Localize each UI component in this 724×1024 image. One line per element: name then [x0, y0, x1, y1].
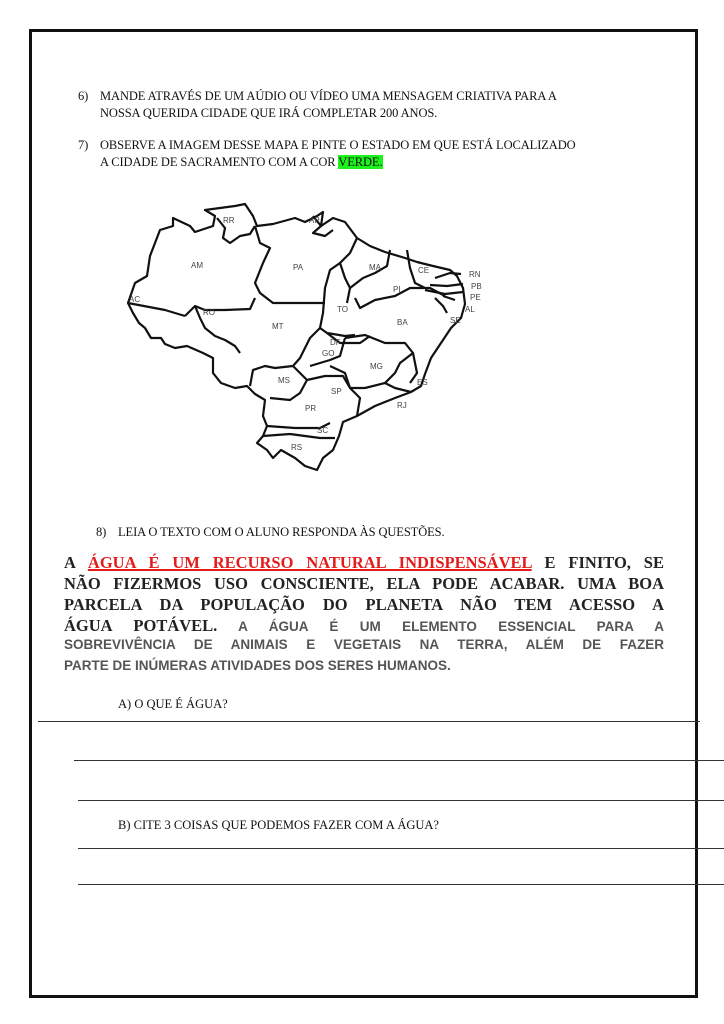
state-label: DF — [330, 338, 341, 347]
state-label: SE — [450, 316, 461, 325]
answer-line[interactable] — [74, 760, 724, 761]
question-8 — [96, 524, 656, 541]
reading-text — [64, 553, 664, 679]
text-line-6: PARTE DE INÚMERAS ATIVIDADES DOS SERES HUMANOS. — [64, 658, 451, 673]
question-6 — [78, 88, 678, 122]
state-label: MA — [369, 263, 381, 272]
text-segment: A ÁGUA É UM ELEMENTO ESSENCIAL PARA A — [217, 619, 664, 634]
brazil-map — [95, 188, 495, 483]
state-label: RJ — [397, 401, 407, 410]
question-text-line1: MANDE ATRAVÉS DE UM AÚDIO OU VÍDEO UMA MENSAGEM CRIATIVA PARA A — [100, 89, 557, 103]
answer-line[interactable] — [78, 848, 724, 849]
text-line-3: PARCELA DA POPULAÇÃO DO PLANETA NÃO TEM ACESSO A — [64, 595, 664, 614]
state-label: MG — [370, 362, 383, 371]
answer-line[interactable] — [78, 800, 724, 801]
state-label: SC — [317, 426, 329, 435]
state-label: CE — [418, 266, 430, 275]
question-number: 8) — [96, 525, 107, 539]
state-label: PI — [393, 285, 401, 294]
text-line-5: SOBREVIVÊNCIA DE ANIMAIS E VEGETAIS NA TERRA, ALÉM DE FAZER — [64, 637, 664, 652]
text-line-4 — [64, 616, 664, 637]
state-label: AL — [465, 305, 475, 314]
highlighted-color-word: VERDE. — [338, 155, 383, 169]
question-text-line1: OBSERVE A IMAGEM DESSE MAPA E PINTE O ESTADO EM QUE ESTÁ LOCALIZADO — [100, 138, 576, 152]
sub-question-b: B) CITE 3 COISAS QUE PODEMOS FAZER COM A ÁGUA? — [118, 818, 439, 832]
question-text: LEIA O TEXTO COM O ALUNO RESPONDA ÀS QUESTÕES. — [118, 525, 445, 539]
question-number: 7) — [78, 138, 89, 152]
state-label: PR — [305, 404, 317, 413]
question-7 — [78, 137, 688, 171]
question-text-line2: A CIDADE DE SACRAMENTO COM A COR — [100, 155, 339, 169]
text-segment: A — [64, 553, 88, 572]
text-line-1 — [64, 553, 664, 574]
brazil-map-svg — [95, 188, 495, 483]
state-label: ES — [417, 378, 428, 387]
state-label: GO — [322, 349, 335, 358]
state-label: MS — [278, 376, 290, 385]
state-label: RN — [469, 270, 481, 279]
state-label: PB — [471, 282, 482, 291]
state-label: RS — [291, 443, 303, 452]
state-label: BA — [397, 318, 408, 327]
state-label: MT — [272, 322, 284, 331]
state-label: SP — [331, 387, 342, 396]
emphasized-phrase: ÁGUA É UM RECURSO NATURAL INDISPENSÁVEL — [87, 553, 532, 572]
question-text-line2: NOSSA QUERIDA CIDADE QUE IRÁ COMPLETAR 200 ANOS. — [100, 106, 438, 120]
state-label: TO — [337, 305, 348, 314]
state-label: AC — [129, 295, 141, 304]
page-border — [29, 29, 698, 998]
text-segment: ÁGUA POTÁVEL. — [64, 616, 218, 635]
map-outline — [128, 204, 465, 470]
state-label: RR — [223, 216, 235, 225]
state-label: AP — [309, 216, 320, 225]
text-segment: E FINITO, SE — [531, 553, 664, 572]
answer-line[interactable] — [38, 721, 700, 722]
state-label: AM — [191, 261, 203, 270]
question-number: 6) — [78, 89, 89, 103]
state-label: PA — [293, 263, 304, 272]
sub-question-a: A) O QUE É ÁGUA? — [118, 697, 228, 711]
state-label: PE — [470, 293, 481, 302]
state-label: RO — [203, 308, 215, 317]
answer-line[interactable] — [78, 884, 724, 885]
text-line-2: NÃO FIZERMOS USO CONSCIENTE, ELA PODE ACABAR. UMA BOA — [64, 574, 664, 593]
